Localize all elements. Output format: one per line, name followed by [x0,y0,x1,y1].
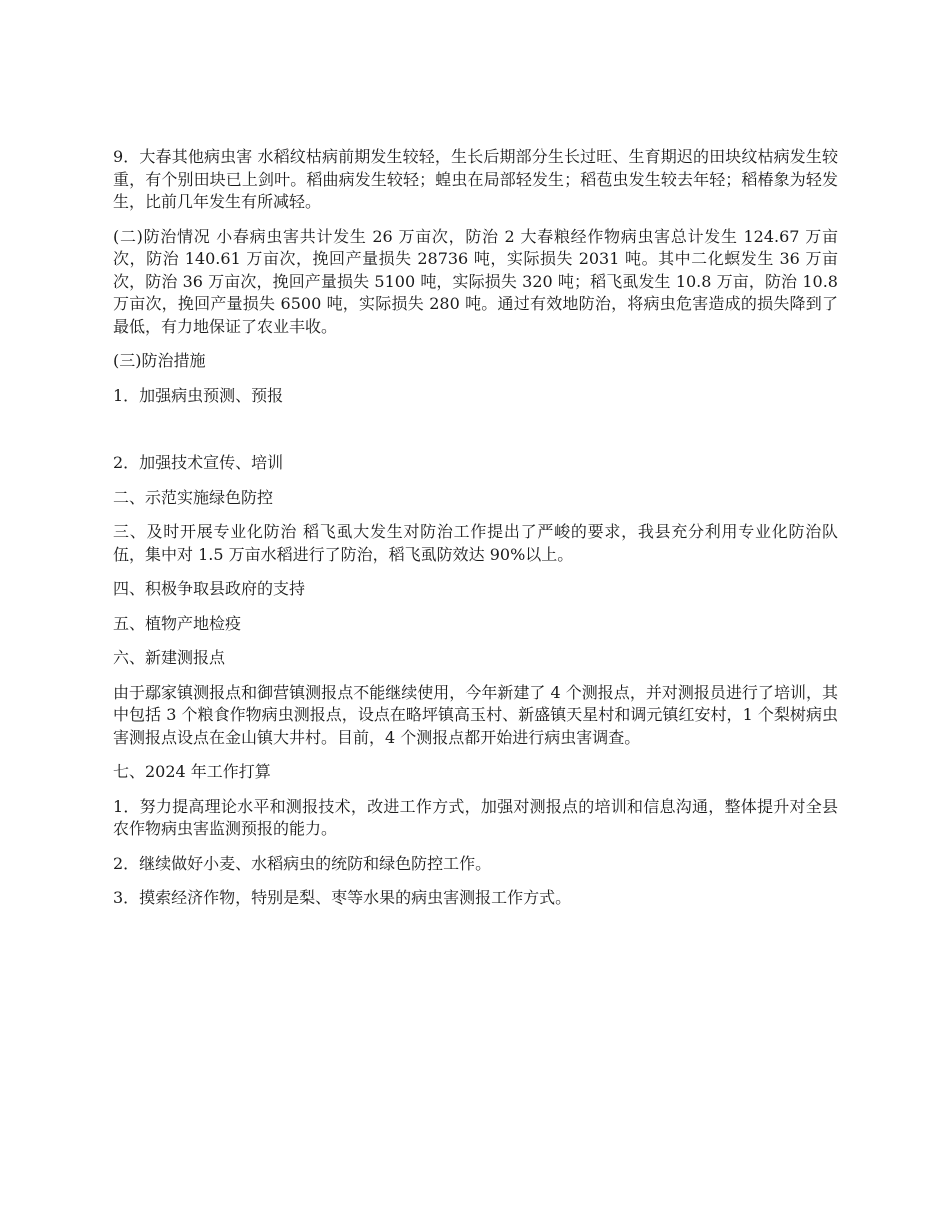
heading-control-measures: (三)防治措施 [113,351,206,370]
document-body [113,146,838,922]
heading-government-support: 四、积极争取县政府的支持 [113,579,306,598]
paragraph-control-status: (二)防治情况 小春病虫害共计发生 26 万亩次，防治 2 大春粮经作物病虫害总计发生 124.67 万亩次，防治 140.61 万亩次，挽回产量损失 28736 吨，实际损失 2031 吨。其中二化螟发生 36 万亩次，防治 36 万亩次，挽回产量损失 5100 吨，实际损失 320 吨；稻飞虱发生 10.8 万亩，防治 10.8 万亩次，挽回产量损失 6500 吨，实际损失 280 吨。通过有效地防治，将病虫危害造成的损失降到了最低，有力地保证了农业丰收。 [113,226,838,336]
plan-item-1: 1．努力提高理论水平和测报技术，改进工作方式，加强对测报点的培训和信息沟通，整体提升对全县农作物病虫害监测预报的能力。 [113,796,838,838]
paragraph-professional-control: 三、及时开展专业化防治 稻飞虱大发生对防治工作提出了严峻的要求，我县充分利用专业化防治队伍，集中对 1.5 万亩水稻进行了防治，稻飞虱防效达 90%以上。 [113,522,838,564]
heading-green-control: 二、示范实施绿色防控 [113,487,274,507]
heading-new-stations: 六、新建测报点 [113,648,226,667]
item-forecast: 1．加强病虫预测、预报 [113,385,284,405]
paragraph-new-stations: 由于鄢家镇测报点和御营镇测报点不能继续使用，今年新建了 4 个测报点，并对测报员进行了培训，其中包括 3 个粮食作物病虫测报点，设点在略坪镇高玉村、新盛镇天星村和调元镇红安村，1 个梨树病虫害测报点设点在金山镇大井村。目前，4 个测报点都开始进行病虫害调查。 [113,682,838,747]
heading-work-plan: 七、2024 年工作打算 [113,762,271,781]
item-training: 2．加强技术宣传、培训 [113,453,284,472]
plan-item-3: 3．摸索经济作物，特别是梨、枣等水果的病虫害测报工作方式。 [113,888,572,907]
paragraph-other-pests: 9．大春其他病虫害 水稻纹枯病前期发生较轻，生长后期部分生长过旺、生育期迟的田块纹枯病发生较重，有个别田块已上剑叶。稻曲病发生较轻；蝗虫在局部轻发生；稻苞虫发生较去年轻；稻椿象为轻发生，比前几年发生有所减轻。 [113,147,838,211]
plan-item-2: 2．继续做好小麦、水稻病虫的统防和绿色防控工作。 [113,853,492,873]
heading-quarantine: 五、植物产地检疫 [113,613,242,633]
